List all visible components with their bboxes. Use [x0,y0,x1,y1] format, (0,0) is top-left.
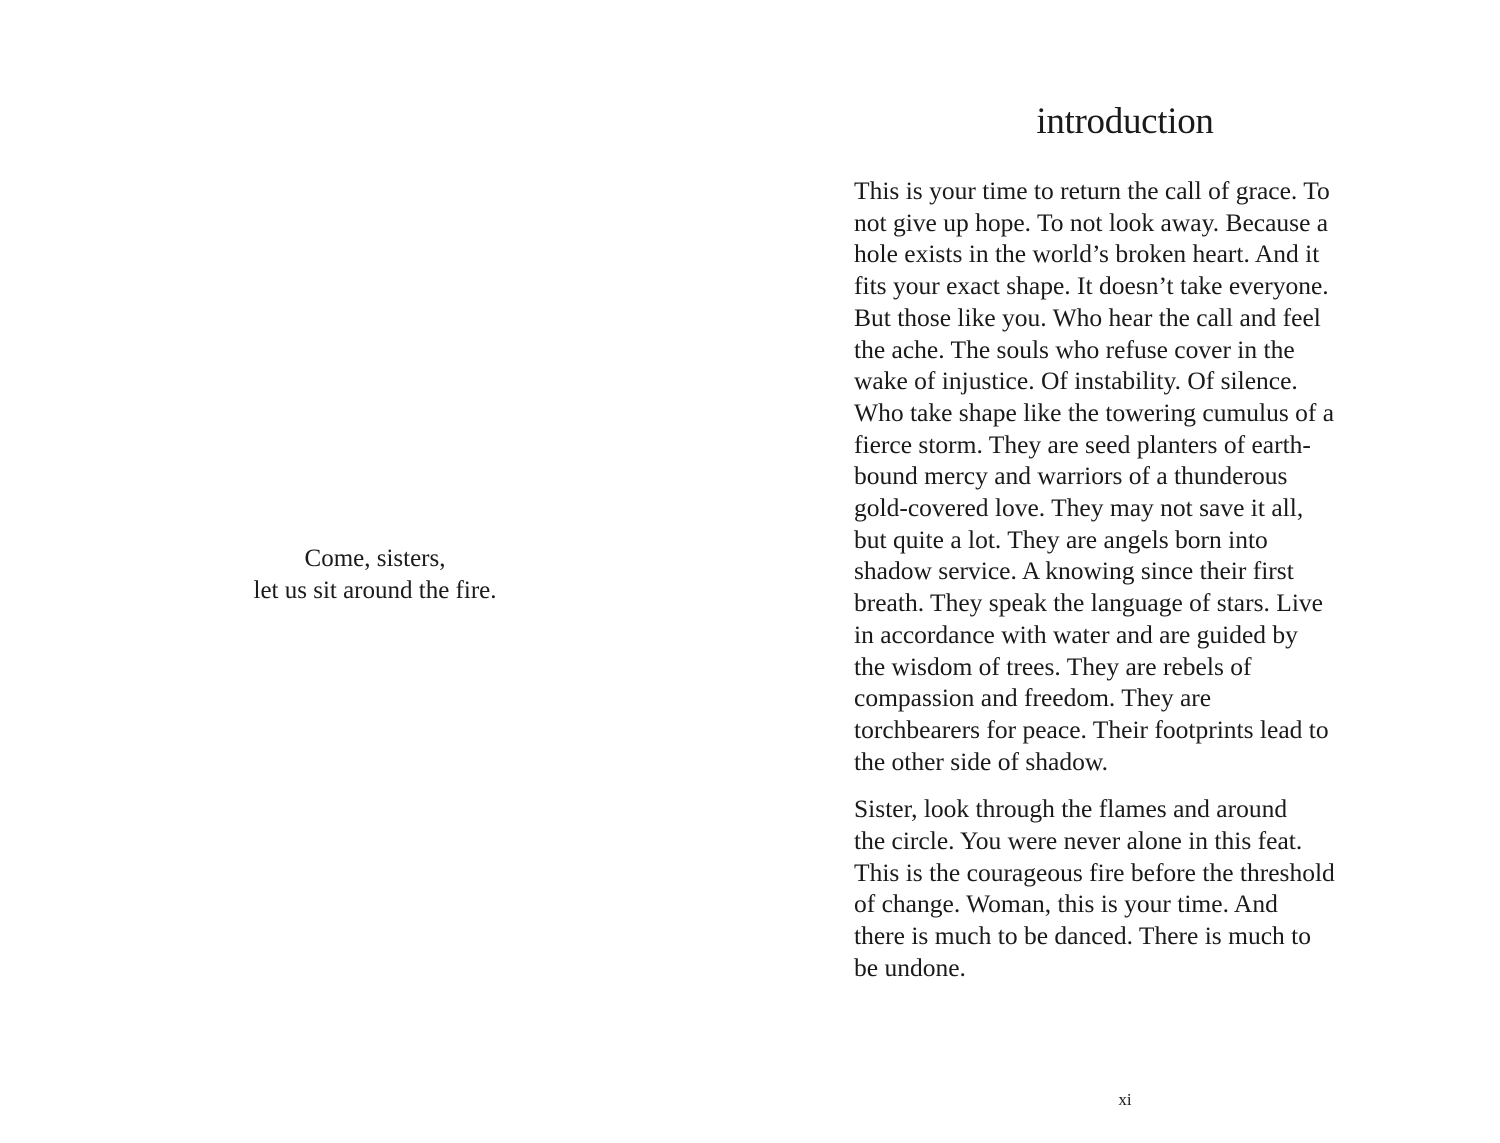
text-line: the wisdom of trees. They are rebels of [854,651,1252,681]
text-line: of change. Woman, this is your time. And [854,889,1278,919]
text-line: the ache. The souls who refuse cover in the [854,334,1295,364]
chapter-title: introduction [1036,101,1214,142]
text-line: Sister, look through the flames and around [854,794,1288,824]
text-line: But those like you. Who hear the call and feel [854,302,1321,332]
text-line: hole exists in the world’s broken heart. And it [854,239,1320,269]
text-line: This is your time to return the call of grace. To [854,176,1330,205]
paragraph-1 [854,175,1414,777]
text-line: fits your exact shape. It doesn’t take everyone. [854,271,1329,301]
text-line: fierce storm. They are seed planters of earth- [854,429,1311,459]
text-line: torchbearers for peace. Their footprints lead to [854,714,1329,744]
text-line: Who take shape like the towering cumulus of a [854,397,1335,427]
text-line: bound mercy and warriors of a thunderous [854,461,1288,491]
text-line: breath. They speak the language of stars. Live [854,588,1323,618]
text-line: be undone. [854,952,966,982]
epigraph [0,543,750,607]
text-line: not give up hope. To not look away. Because a [854,207,1329,237]
text-line: gold-covered love. They may not save it all, [854,493,1304,523]
epigraph-line: Come, sisters, [304,545,446,572]
text-line: in accordance with water and are guided by [854,619,1298,649]
text-line: shadow service. A knowing since their first [854,556,1294,586]
body-text [854,175,1414,984]
text-line: there is much to be danced. There is much to [854,921,1311,951]
epigraph-line: let us sit around the fire. [253,577,497,604]
text-line: compassion and freedom. They are [854,683,1212,713]
text-line: This is the courageous fire before the threshold [854,857,1335,887]
page-number-text: xi [1118,1090,1132,1109]
text-line: wake of injustice. Of instability. Of silence. [854,366,1298,396]
text-line: but quite a lot. They are angels born into [854,524,1268,554]
right-page [750,0,1500,1143]
page-number [750,1090,1500,1110]
paragraph-2 [854,793,1414,983]
text-line: the circle. You were never alone in this feat. [854,826,1303,856]
text-line: the other side of shadow. [854,746,1108,776]
